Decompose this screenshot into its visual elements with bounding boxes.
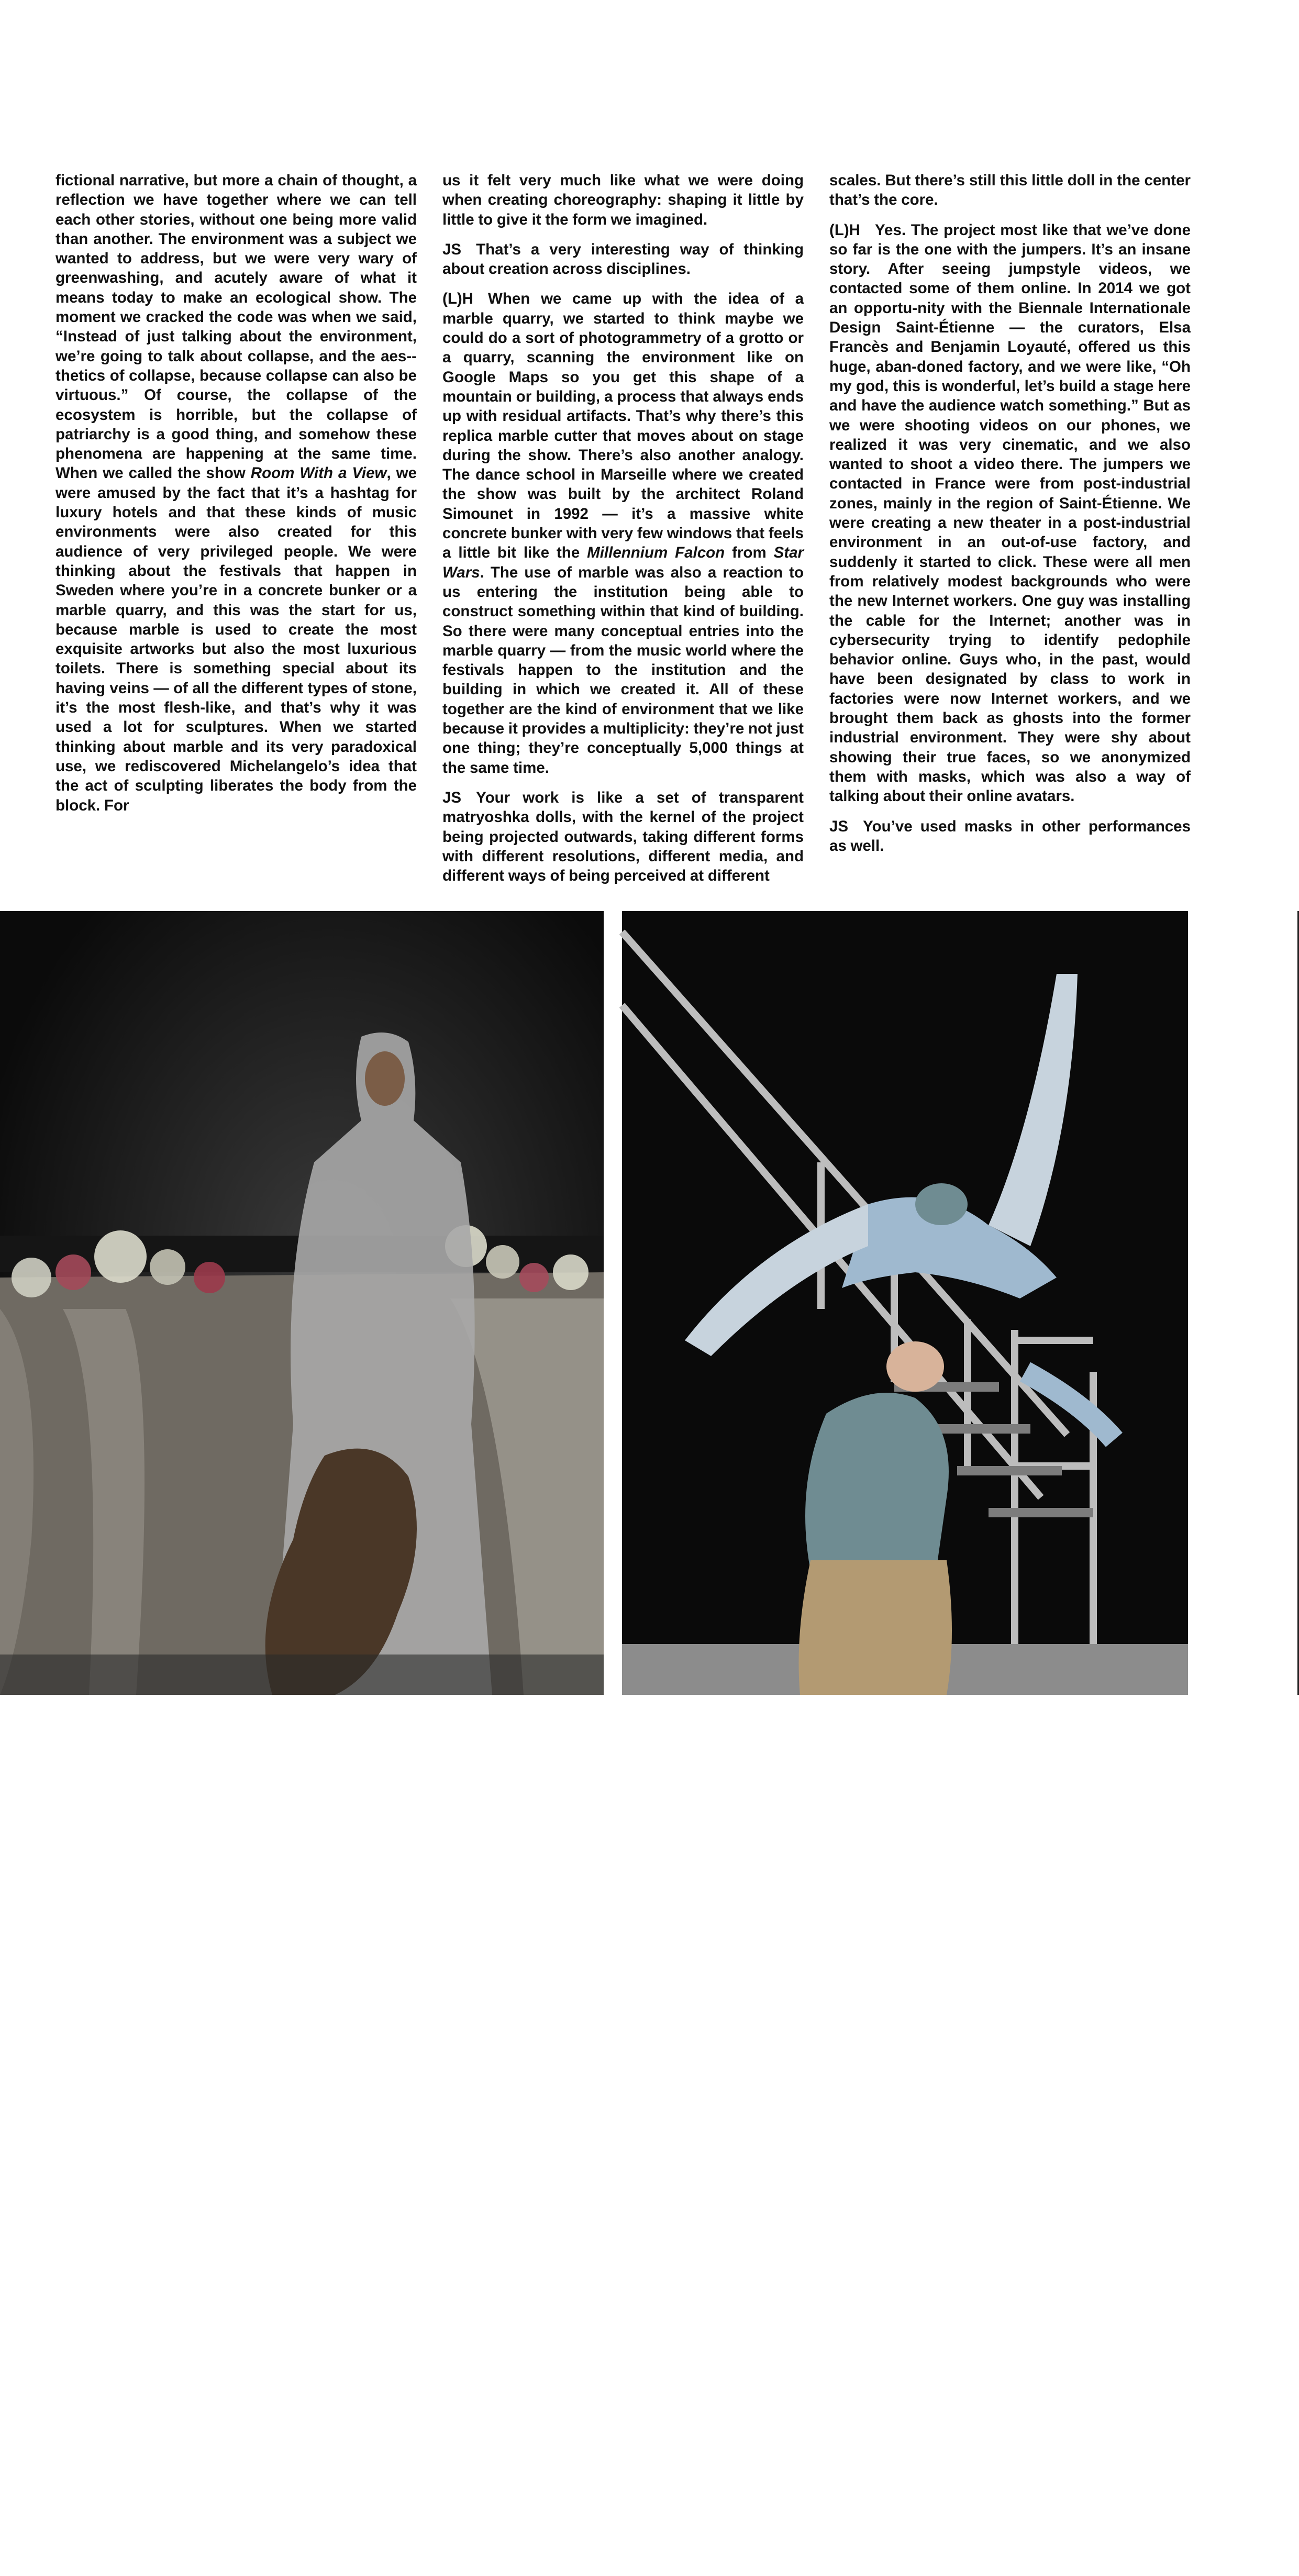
speaker-label: JS xyxy=(829,817,849,835)
text-run: scales. But there’s still this little doll in the center that’s the core. xyxy=(829,172,1191,209)
stage-scene-illustration xyxy=(0,911,604,1695)
paragraph xyxy=(442,788,804,885)
text-run: , 2019; xyxy=(232,2498,267,2510)
paragraph xyxy=(442,171,804,229)
text-run: from xyxy=(725,544,774,562)
text-run: You’ve used masks in other performances as well. xyxy=(829,817,1191,854)
text-run: us it felt very much like what we were doing when creating choreography: shaping it little by little to give it the form we imagined. xyxy=(442,172,804,228)
speaker-label: (L)H xyxy=(829,221,860,239)
text-column-2 xyxy=(442,171,804,896)
page-number: 172 xyxy=(183,2544,231,2575)
italic-title: Room With a View xyxy=(250,464,387,482)
text-run: Your work is like a set of transparent matryoshka dolls, with the kernel of the project being projected outwards, taking different forms with different resolutions, different media, and different ways of being perceived at different xyxy=(442,789,804,885)
text-run: Photography by Blandine Soulage. xyxy=(682,2512,864,2524)
paragraph xyxy=(829,817,1191,856)
text-run: When we came up with the idea of a marble quarry, we started to think maybe we could do a sort of photogrammetry of a grotto or a quarry, scanning the environment like on Google Maps so you get this shape of a mountain or building, a process that always ends up with residual artifacts. That’s why there’s this replica marble cutter that moves about on stage during the show. There’s also another analogy. The dance school in Marseille where we created the show was built by the architect Roland Simounet in 1992 — it’s a massive white concrete bunker with very few windows that feels a little bit like the xyxy=(442,290,804,562)
text-column-3 xyxy=(829,171,1191,866)
text-run: , 2023; xyxy=(828,2498,863,2510)
italic-title: Millennium Falcon xyxy=(587,544,725,562)
photo-age-of-content xyxy=(622,911,1188,2524)
text-run: Yes. The project most like that we’ve done so far is the one with the jumpers. It’s an insane story. After seeing jumpstyle videos, we contacted some of them online. In 2014 we got an opportu-nity with the Biennale Internationale Design Saint-Étienne — the curators, Elsa Francès and Benjamin Loyauté, offered us this huge, aban-doned factory, and we were like, “Oh my god, this is wonderful, let’s build a stage here and have the audience watch something.” But as we were shooting videos on our phones, we realized it was very cinematic, and we also wanted to shoot a video there. The jumpers we contacted in France were from post-industrial zones, mainly in the region of Saint-Étienne. We were creating a new theater in a post-industrial environment in an out-of-use factory, and suddenly it started to click. These were all men from relatively modest backgrounds who were the new Internet workers. One guy was installing the cable for the Internet; another was in cybersecurity trying to identify pedophile behavior online. Guys who, in the past, would have been designated by class to work in factories were now Internet workers, and we brought them back as ghosts into the former industrial environment. They were shy about showing their true faces, so we anonymized them with masks, which was also a way of talking about their online avatars. xyxy=(829,221,1191,805)
text-run: (LA)HORDE, xyxy=(55,2498,124,2510)
text-run: , we were amused by the fact that it’s a hashtag for luxury hotels and that these kinds of music environments were also created for this audience of very privileged people. We were thinking about the festivals that happen in Sweden where you’re in a concrete bunker or a marble quarry, and this was the start for us, because marble is used to create the most exquisite artworks but also the most luxurious toilets. There is something special about its having veins — of all the different types of stone, it’s the most flesh-like, and that’s why it was used a lot for sculptures. When we started thinking about marble and its very paradoxical use, we rediscovered Michelangelo’s idea that the act of sculpting liberates the body from the block. For xyxy=(55,464,417,814)
speaker-label: JS xyxy=(442,240,462,258)
italic-title: Marry Me in Bassiani xyxy=(123,2498,233,2510)
text-run: . The use of marble was also a reaction to us entering the institution being able to construct something within that kind of building. So there were many conceptual entries into the marble quarry — from the music world where the festivals happen to the institution and the building in which we created it. All of these together are the kind of environment that we like because it provides a multiplicity: they’re not just one thing; they’re conceptually 5,000 things at the same time. xyxy=(442,563,804,776)
photo-caption-left xyxy=(55,2497,267,2525)
paragraph xyxy=(55,171,417,815)
italic-title: Star Wars xyxy=(442,544,804,581)
italic-title: Age of Content xyxy=(749,2498,828,2510)
photo-caption-right xyxy=(682,2497,864,2525)
text-run: (LA)HORDE, xyxy=(682,2498,750,2510)
text-run: fictional narrative, but more a chain of thought, a reflection we have together where we can tell each other stories, without one being more valid than another. The environment was a subject we wanted to address, but we were very wary of greenwashing, and acutely aware of what it means today to make an ecological show. The moment we cracked the code was when we said, “Instead of just talking about the environment, we’re going to talk about collapse, and the aes-thetics of collapse, because collapse can also be virtuous.” Of course, the collapse of the ecosystem is horrible, but the collapse of patriarchy is a good thing, and somehow these phenomena are happening at the same time. When we called the show xyxy=(55,172,417,482)
photo-marry-me-in-bassiani xyxy=(0,911,604,2575)
paragraph xyxy=(442,289,804,777)
text-run: That’s a very interesting way of thinking about creation across disciplines. xyxy=(442,240,804,278)
text-column-1 xyxy=(55,171,417,826)
dancers-scene-illustration xyxy=(622,911,1188,1695)
paragraph xyxy=(442,240,804,279)
text-run: Photography by Jean-Michel Blasco. xyxy=(55,2512,248,2524)
paragraph xyxy=(829,171,1191,210)
speaker-label: (L)H xyxy=(442,290,473,308)
speaker-label: JS xyxy=(442,789,462,806)
paragraph xyxy=(829,220,1191,806)
